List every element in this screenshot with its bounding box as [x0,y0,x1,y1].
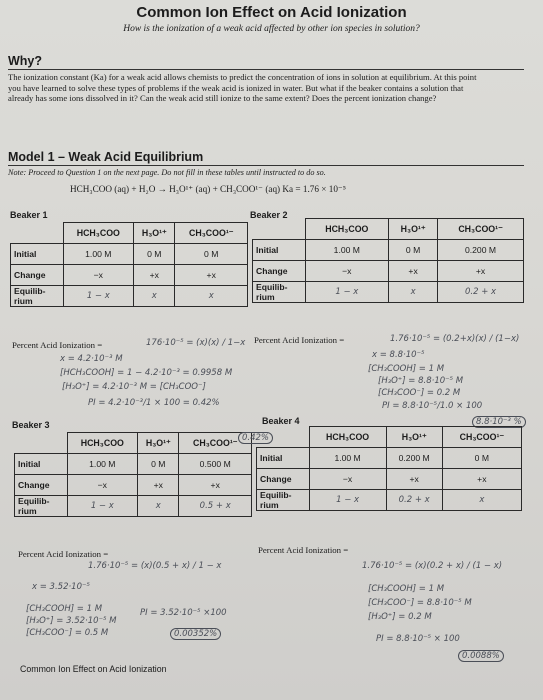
cell-value: +x [389,261,438,282]
cell-value: 1.00 M [67,454,138,475]
beaker-2-label: Beaker 2 [250,210,288,220]
handwritten-value: 1 − x [67,496,138,517]
page-footer: Common Ion Effect on Acid Ionization [20,664,167,674]
cell-value: 1.00 M [63,244,134,265]
beaker-4-label: Beaker 4 [262,416,300,426]
handwritten-work: x = 8.8·10⁻⁵ [372,350,425,360]
col-header-hydronium: H₃O¹⁺ [134,223,175,244]
handwritten-work: x = 4.2·10⁻³ M [60,354,123,364]
col-header-acetate: CH₃COO¹⁻ [175,223,248,244]
why-paragraph: The ionization constant (Ka) for a weak acid allows chemists to predict the concentration of ions in solution at equilibrium. At this point you have learned to solve these types of problems if the weak acid is ionized in water. But what if the beaker contains a solution that already has some ions dissolved in it? Can the weak acid still ionize to the same extent? Does the percent ionization change? [8,72,477,103]
cell-value: 0.200 M [386,448,442,469]
handwritten-value: x [134,286,175,307]
cell-value: 1.00 M [305,240,389,261]
handwritten-answer: 0.00352% [170,628,221,640]
handwritten-work: [H₃O⁺] = 4.2·10⁻³ M = [CH₃COO⁻] [62,382,206,392]
row-label-initial: Initial [253,240,306,261]
divider [8,69,524,70]
handwritten-work: 176·10⁻⁵ = (x)(x) / 1−x [146,338,246,348]
row-label-change: Change [257,469,310,490]
model-heading: Model 1 – Weak Acid Equilibrium [8,150,204,164]
col-header-hydronium: H₃O¹⁺ [386,427,442,448]
cell-value: 0 M [389,240,438,261]
handwritten-work: PI = 4.2·10⁻³/1 × 100 = 0.42% [88,398,220,408]
cell-value: 1.00 M [309,448,386,469]
handwritten-answer: 8.8·10⁻³ % [472,416,526,428]
beaker-2-table [252,218,524,303]
handwritten-work: [CH₃COO⁻] = 8.8·10⁻⁵ M [368,598,472,608]
beaker-3-label: Beaker 3 [12,420,50,430]
col-header-acid: HCH₃COO [309,427,386,448]
cell-value: 0.500 M [179,454,252,475]
handwritten-work: [HCH₃COOH] = 1 − 4.2·10⁻³ = 0.9958 M [60,368,233,378]
col-header-acetate: CH₃COO¹⁻ [442,427,521,448]
percent-ionization-label: Percent Acid Ionization = [12,340,103,350]
page-subtitle: How is the ionization of a weak acid affected by other ion species in solution? [123,24,420,34]
row-label-change: Change [11,265,64,286]
cell-value: −x [67,475,138,496]
cell-value: −x [63,265,134,286]
cell-value: +x [138,475,179,496]
handwritten-work: [H₃O⁺] = 3.52·10⁻⁵ M [26,616,117,626]
handwritten-value: x [175,286,248,307]
handwritten-work: x = 3.52·10⁻⁵ [32,582,90,592]
handwritten-value: x [442,490,521,511]
cell-value: +x [386,469,442,490]
cell-value: 0.200 M [438,240,524,261]
cell-value: −x [305,261,389,282]
reaction-equation: HCH₃COO (aq) + H₂O → H₃O¹⁺ (aq) + CH₃COO¹⁻ (aq) Ka = 1.76 × 10⁻⁵ [70,184,346,194]
handwritten-work: [H₃O⁺] = 8.8·10⁻⁵ M [378,376,464,386]
handwritten-work: [CH₃COOH] = 1 M [368,364,445,374]
handwritten-work: PI = 8.8·10⁻⁵ × 100 [376,634,460,644]
page-title: Common Ion Effect on Acid Ionization [136,4,407,21]
col-header-acid: HCH₃COO [67,433,138,454]
handwritten-value: 1 − x [305,282,389,303]
handwritten-answer: 0.42% [238,432,273,444]
row-label-equilibrium: Equilib-rium [253,282,306,303]
row-label-initial: Initial [15,454,68,475]
row-label-change: Change [253,261,306,282]
handwritten-work: [CH₃COO⁻] = 0.2 M [378,388,461,398]
handwritten-work: [CH₃COOH] = 1 M [26,604,103,614]
handwritten-work: 1.76·10⁻⁵ = (x)(0.5 + x) / 1 − x [88,561,222,571]
col-header-hydronium: H₃O¹⁺ [389,219,438,240]
cell-value: +x [175,265,248,286]
percent-ionization-label: Percent Acid Ionization = [18,549,109,559]
row-label-change: Change [15,475,68,496]
divider [8,165,524,166]
col-header-acetate: CH₃COO¹⁻ [179,433,252,454]
cell-value: 0 M [442,448,521,469]
handwritten-work: [CH₃COO⁻] = 0.5 M [26,628,109,638]
handwritten-work: PI = 8.8·10⁻⁵/1.0 × 100 [382,401,483,411]
row-label-initial: Initial [257,448,310,469]
handwritten-work: [H₃O⁺] = 0.2 M [368,612,432,622]
row-label-equilibrium: Equilib-rium [11,286,64,307]
cell-value: +x [442,469,521,490]
handwritten-value: x [389,282,438,303]
handwritten-work: PI = 3.52·10⁻⁵ ×100 [140,608,227,618]
row-label-initial: Initial [11,244,64,265]
handwritten-answer: 0.0088% [458,650,504,662]
beaker-1-table [10,222,248,307]
cell-value: +x [438,261,524,282]
cell-value: +x [179,475,252,496]
handwritten-work: [CH₃COOH] = 1 M [368,584,445,594]
cell-value: 0 M [134,244,175,265]
col-header-acid: HCH₃COO [63,223,134,244]
row-label-equilibrium: Equilib-rium [257,490,310,511]
cell-value: 0 M [138,454,179,475]
cell-value: −x [309,469,386,490]
beaker-1-label: Beaker 1 [10,210,48,220]
beaker-4-table [256,426,522,511]
handwritten-value: 0.5 + x [179,496,252,517]
model-note: Note: Proceed to Question 1 on the next page. Do not fill in these tables until instructed to do so. [8,168,326,177]
handwritten-value: 0.2 + x [386,490,442,511]
cell-value: 0 M [175,244,248,265]
row-label-equilibrium: Equilib-rium [15,496,68,517]
percent-ionization-label: Percent Acid Ionization = [258,545,349,555]
col-header-acid: HCH₃COO [305,219,389,240]
col-header-acetate: CH₃COO¹⁻ [438,219,524,240]
percent-ionization-label: Percent Acid Ionization = [254,335,345,345]
handwritten-value: 0.2 + x [438,282,524,303]
handwritten-work: 1.76·10⁻⁵ = (0.2+x)(x) / (1−x) [390,334,520,344]
col-header-hydronium: H₃O¹⁺ [138,433,179,454]
handwritten-work: 1.76·10⁻⁵ = (x)(0.2 + x) / (1 − x) [362,561,503,571]
handwritten-value: x [138,496,179,517]
cell-value: +x [134,265,175,286]
beaker-3-table [14,432,252,517]
why-heading: Why? [8,54,43,68]
handwritten-value: 1 − x [309,490,386,511]
handwritten-value: 1 − x [63,286,134,307]
